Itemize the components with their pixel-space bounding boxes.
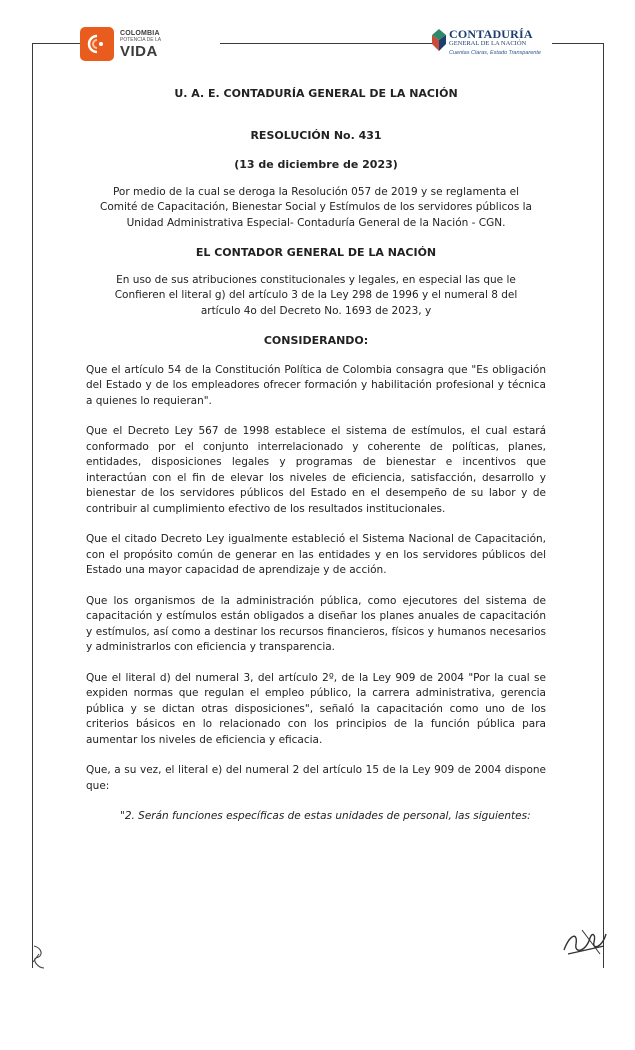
resolution-document <box>86 86 546 825</box>
logo-left-line1: COLOMBIA <box>120 29 160 37</box>
authority-heading: EL CONTADOR GENERAL DE LA NACIÓN <box>195 246 437 259</box>
considering-paragraph: Que los organismos de la administración pública, como ejecutores del sistema de capacitación y estímulos están obligados a diseñar los planes anuales de capacitación y estímulos, así como a destinar los recursos financieros, físicos y humanos necesarios y administrarlos con eficiencia y transparencia. <box>86 594 546 653</box>
logo-left-line2: POTENCIA DE LA <box>120 36 162 43</box>
colombia-potencia-de-la-vida-logo <box>80 24 220 64</box>
margin-initials-mark <box>30 942 48 972</box>
considering-paragraph: Que, a su vez, el literal e) del numeral 2 del artículo 15 de la Ley 909 de 2004 dispone que: <box>86 764 546 792</box>
page-frame-left <box>32 43 33 968</box>
resolution-number: RESOLUCIÓN No. 431 <box>250 128 382 142</box>
considering-paragraph: Que el citado Decreto Ley igualmente estableció el Sistema Nacional de Capacitación, con el propósito común de generar en las entidades y en los servidores públicos del Estado una mayor capacidad de aprendizaje y de acción. <box>86 533 546 576</box>
logo-right-line2: GENERAL DE LA NACIÓN <box>449 40 527 47</box>
considering-paragraph: Que el Decreto Ley 567 de 1998 establece el sistema de estímulos, el cual estará conformado por el conjunto interrelacionado y coherente de políticas, planes, entidades, disposiciones legales y programas de bienestar e incentivos que interactúan con el fin de elevar los niveles de eficiencia, satisfacción, desarrollo y bienestar de los servidores públicos del Estado en el desempeño de su labor y de contribuir al cumplimiento efectivo de los resultados institucionales. <box>86 425 546 515</box>
contaduria-general-logo <box>432 28 552 64</box>
contaduria-emblem-icon <box>432 29 446 51</box>
logo-right-line1: CONTADURÍA <box>449 27 533 41</box>
law-quote: "2. Serán funciones específicas de estas unidades de personal, las siguientes: <box>120 810 531 822</box>
logo-left-line3: VIDA <box>120 42 158 60</box>
resolution-date: (13 de diciembre de 2023) <box>234 158 398 171</box>
resolution-preamble: Por medio de la cual se deroga la Resolución 057 de 2019 y se reglamenta el Comité de Capacitación, Bienestar Social y Estímulos de los servidores públicos la Unidad Administrativa Especial- Contaduría General de la Nación - CGN. <box>99 185 532 229</box>
handwritten-initials-signature <box>560 924 610 958</box>
powers-statement: En uso de sus atribuciones constitucionales y legales, en especial las que le Confieren el literal g) del artículo 3 de la Ley 298 de 1996 y el numeral 8 del artículo 4o del Decreto No. 1693 de 2023, y <box>114 273 518 317</box>
page-frame-right <box>603 43 604 968</box>
logo-right-tagline: Cuentas Claras, Estado Transparente <box>449 49 541 56</box>
considering-paragraph: Que el literal d) del numeral 3, del artículo 2º, de la Ley 909 de 2004 "Por la cual se expiden normas que regulan el empleo público, la carrera administrativa, gerencia pública y se dictan otras disposiciones", señaló la capacitación como uno de los criterios básicos en lo relacionado con los principios de la función pública para aumentar los niveles de eficiencia y eficacia. <box>86 671 546 746</box>
colombia-flag-mark-icon <box>80 27 114 61</box>
considering-heading: CONSIDERANDO: <box>263 334 369 347</box>
considering-paragraph: Que el artículo 54 de la Constitución Política de Colombia consagra que "Es obligación del Estado y de los empleadores ofrecer formación y habilitación profesional y técnica a quienes lo requieran". <box>86 363 546 407</box>
entity-heading: U. A. E. CONTADURÍA GENERAL DE LA NACIÓN <box>174 87 458 100</box>
